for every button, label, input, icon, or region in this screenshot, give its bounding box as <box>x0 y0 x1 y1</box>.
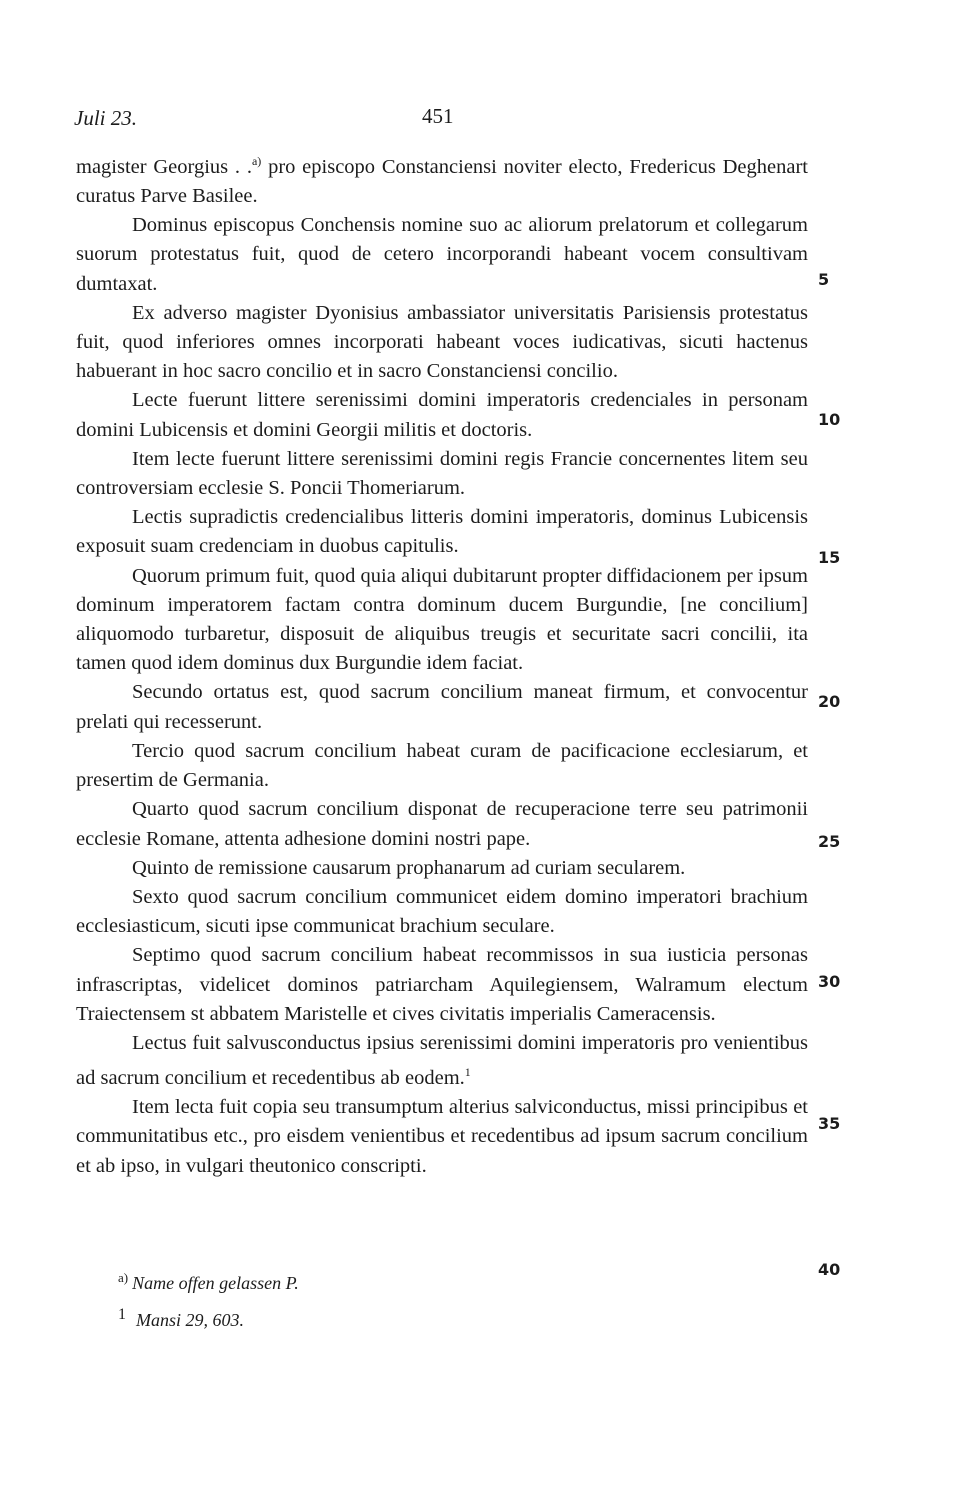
footnote-mark: 1 <box>118 1306 126 1323</box>
paragraph <box>76 854 808 883</box>
paragraph <box>76 1093 808 1181</box>
paragraph <box>76 1029 808 1093</box>
paragraph <box>76 211 808 299</box>
line-number: 25 <box>818 832 841 851</box>
line-number: 40 <box>818 1260 841 1279</box>
paragraph <box>76 795 808 853</box>
line-number: 35 <box>818 1114 841 1133</box>
paragraph <box>76 941 808 1029</box>
paragraph-text: Item lecte fuerunt littere serenissimi domini regis Francie concernentes litem seu controversiam ecclesie S. Poncii Thomeriarum. <box>76 447 808 500</box>
paragraph-text: magister Georgius . . <box>76 155 252 178</box>
paragraph-text: Tercio quod sacrum concilium habeat curam de pacificacione ecclesiarum, et presertim de Germania. <box>76 739 808 792</box>
footnote-reference: 1 <box>464 1065 471 1080</box>
paragraph <box>76 562 808 679</box>
footnotes <box>118 1262 299 1336</box>
main-text <box>76 147 808 1181</box>
paragraph-text: Septimo quod sacrum concilium habeat recommissos in sua iusticia personas infrascriptas, videlicet dominos patriarcham Aquilegiensem, Walramum electum Traiectensem st abbatem Maristelle et cives civitatis imperialis Cameracensis. <box>76 944 808 1025</box>
footnote-text: Mansi 29, 603. <box>136 1310 244 1330</box>
paragraph <box>76 883 808 941</box>
paragraph-text: pro episcopo Constanciensi noviter electo, Fredericus Deghenart curatus Parve Basilee. <box>76 155 808 208</box>
paragraph <box>76 147 808 211</box>
line-number: 10 <box>818 410 841 429</box>
paragraph <box>76 737 808 795</box>
paragraph <box>76 299 808 387</box>
footnote-text: Name offen gelassen P. <box>132 1273 299 1293</box>
paragraph <box>76 445 808 503</box>
paragraph-text: Secundo ortatus est, quod sacrum concilium maneat firmum, et convocentur prelati qui recesserunt. <box>76 681 808 733</box>
line-number: 30 <box>818 972 841 991</box>
paragraph <box>76 386 808 444</box>
line-number: 20 <box>818 692 841 711</box>
footnote-mark: a) <box>118 1270 129 1285</box>
running-head: Juli 23. <box>74 106 137 130</box>
paragraph-text: Sexto quod sacrum concilium communicet eidem domino imperatori brachium ecclesiasticum, sicuti ipse communicat brachium seculare. <box>76 885 808 938</box>
page-number: 451 <box>422 104 454 128</box>
line-number: 15 <box>818 548 841 567</box>
paragraph <box>76 503 808 561</box>
paragraph <box>76 678 808 736</box>
footnote <box>118 1262 299 1299</box>
paragraph-text: Quorum primum fuit, quod quia aliqui dubitarunt propter diffidacionem per ipsum dominum imperatorem factam contra dominum ducem Burgundie, [ne concilium] aliquomodo turbaretur, disposuit de aliquibus treugis et securitate sacri concilii, ita tamen quod idem dominus dux Burgundie idem faciat. <box>76 564 808 675</box>
paragraph-text: Lectus fuit salvusconductus ipsius serenissimi domini imperatoris pro venientibus ad sacrum concilium et recedentibus ab eodem. <box>76 1031 808 1089</box>
paragraph-text: Lectis supradictis credencialibus litteris domini imperatoris, dominus Lubicensis exposuit suam credenciam in duobus capitulis. <box>76 506 808 558</box>
paragraph-text: Lecte fuerunt littere serenissimi domini imperatoris credenciales in personam domini Lubicensis et domini Georgii militis et doctoris. <box>76 389 808 441</box>
line-number: 5 <box>818 270 830 289</box>
paragraph-text: Item lecta fuit copia seu transumptum alterius salviconductus, missi principibus et communitatibus etc., pro eisdem venientibus et recedentibus ad ipsum sacrum concilium et ab ipso, in vulgari theutonico conscripti. <box>76 1096 808 1177</box>
paragraph-text: Ex adverso magister Dyonisius ambassiator universitatis Parisiensis protestatus fuit, quod inferiores omnes incorporati habeant voces iudicativas, sicuti hactenus habuerant in hoc sacro concilio et in sacro Constanciensi concilio. <box>76 301 808 383</box>
footnote-reference: a) <box>251 154 262 168</box>
footnote <box>118 1299 299 1336</box>
paragraph-text: Quarto quod sacrum concilium disponat de recuperacione terre seu patrimonii ecclesie Romane, attenta adhesione domini nostri pape. <box>76 798 808 850</box>
paragraph-text: Quinto de remissione causarum prophanarum ad curiam secularem. <box>132 856 686 879</box>
paragraph-text: Dominus episcopus Conchensis nomine suo ac aliorum prelatorum et collegarum suorum protestatus fuit, quod de cetero incorporandi habeant vocem consultivam dumtaxat. <box>76 214 808 295</box>
